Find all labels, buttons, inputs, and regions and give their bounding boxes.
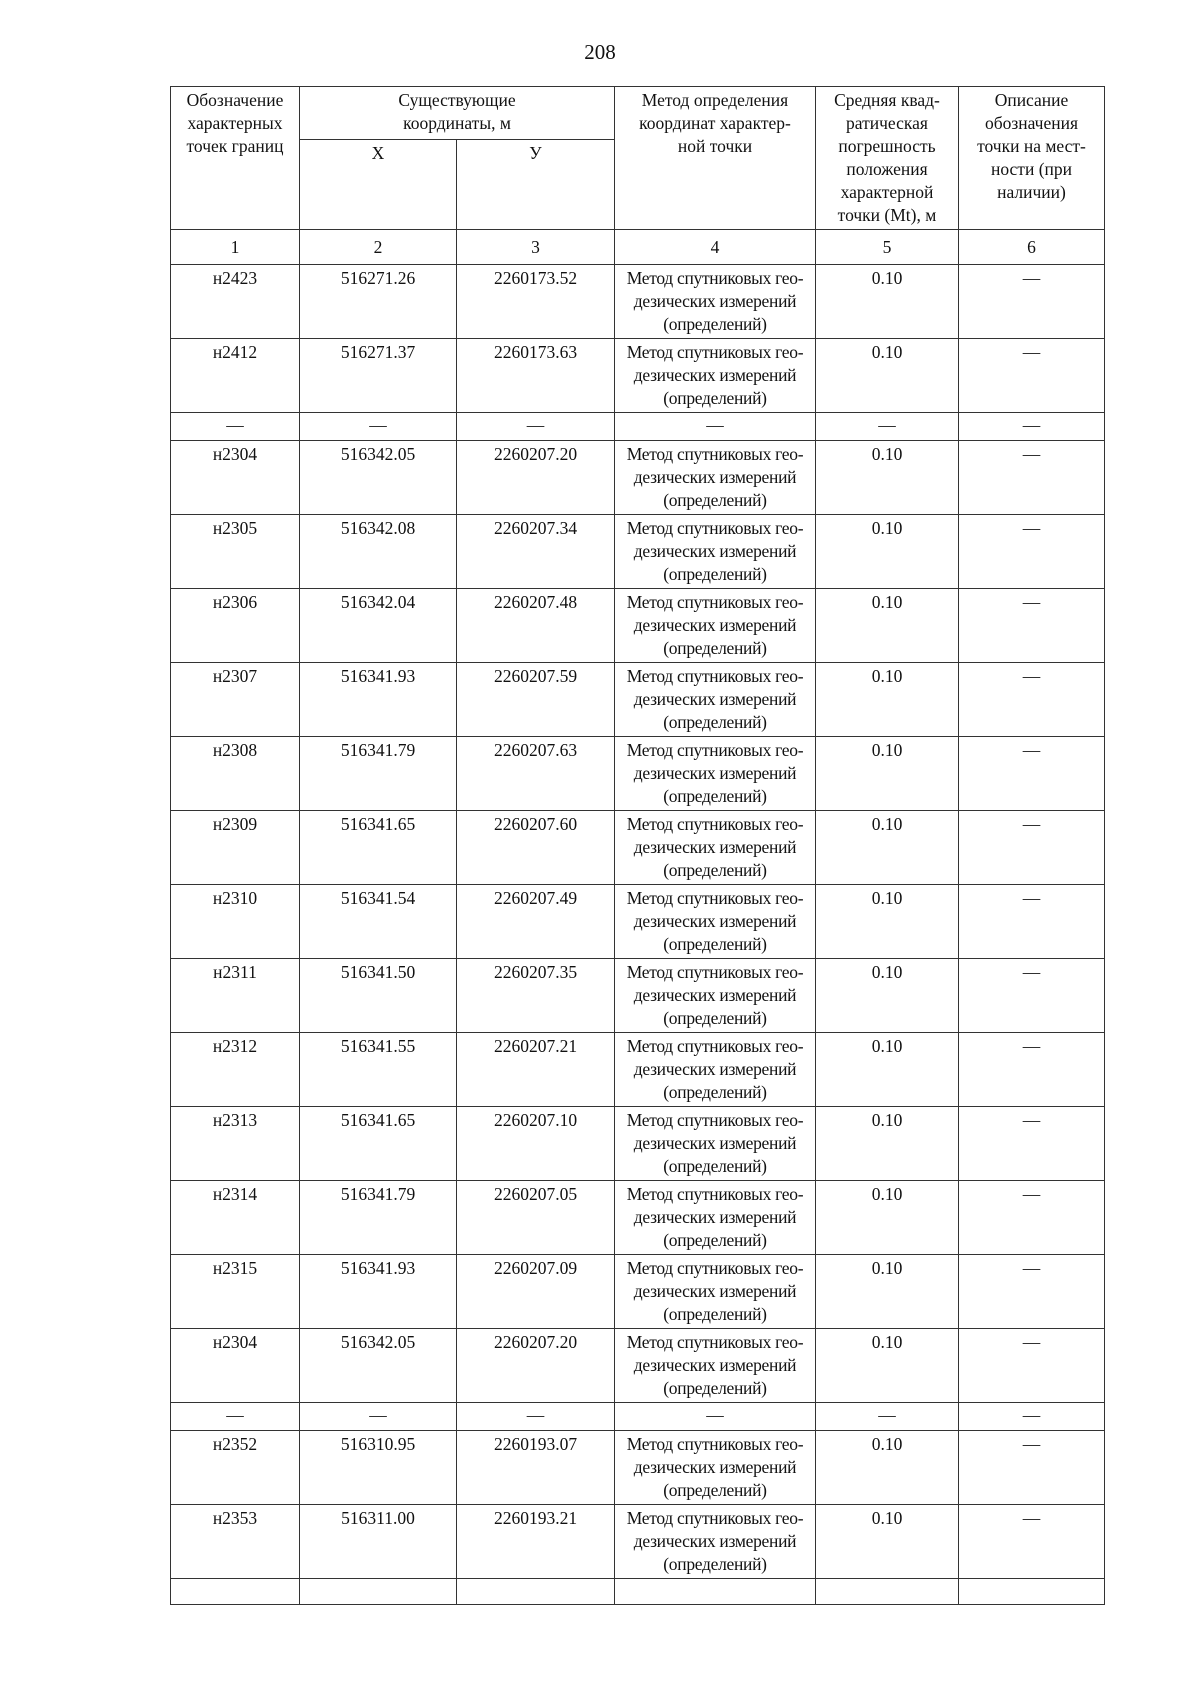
- method-line: дезических измерений: [633, 689, 797, 709]
- table-row: [171, 811, 1105, 885]
- header-line: Метод определения: [641, 90, 789, 110]
- method-line: дезических измерений: [633, 911, 797, 931]
- point-designation: н2312: [171, 1033, 300, 1107]
- mean-square-error: 0.10: [816, 959, 959, 1033]
- mean-square-error: 0.10: [816, 1255, 959, 1329]
- method-line: дезических измерений: [633, 1355, 797, 1375]
- table-row: [171, 339, 1105, 413]
- coordinate-y: 2260207.60: [457, 811, 615, 885]
- method-line: Метод спутниковых гео-: [626, 888, 804, 908]
- table-row: [171, 441, 1105, 515]
- coordinate-x: 516311.00: [300, 1505, 457, 1579]
- method-line: дезических измерений: [633, 837, 797, 857]
- table-row: [171, 1255, 1105, 1329]
- coordinate-x: 516341.50: [300, 959, 457, 1033]
- dash-cell: —: [171, 413, 300, 441]
- coordinate-x: 516341.55: [300, 1033, 457, 1107]
- header-line: ной точки: [677, 136, 753, 156]
- column-number: 1: [171, 230, 300, 265]
- header-line: характерных: [187, 113, 283, 133]
- coordinate-x: 516310.95: [300, 1431, 457, 1505]
- method-line: дезических измерений: [633, 1133, 797, 1153]
- table-row: [171, 515, 1105, 589]
- header-line: погрешность: [838, 136, 936, 156]
- method-line: дезических измерений: [633, 1531, 797, 1551]
- coordinate-x: 516341.65: [300, 1107, 457, 1181]
- method-line: Метод спутниковых гео-: [626, 666, 804, 686]
- coordinate-x: 516271.26: [300, 265, 457, 339]
- point-designation: н2353: [171, 1505, 300, 1579]
- point-description: —: [959, 663, 1105, 737]
- point-designation: н2313: [171, 1107, 300, 1181]
- method-line: дезических измерений: [633, 615, 797, 635]
- method-line: (определений): [663, 388, 767, 408]
- point-designation: н2310: [171, 885, 300, 959]
- method-line: Метод спутниковых гео-: [626, 444, 804, 464]
- header-mean-square-error: [816, 87, 959, 230]
- table-row: [171, 265, 1105, 339]
- point-description: —: [959, 1505, 1105, 1579]
- method-line: Метод спутниковых гео-: [626, 1258, 804, 1278]
- point-designation: н2314: [171, 1181, 300, 1255]
- method-line: Метод спутниковых гео-: [626, 1036, 804, 1056]
- method-line: (определений): [663, 1008, 767, 1028]
- coordinate-y: 2260173.63: [457, 339, 615, 413]
- mean-square-error: 0.10: [816, 339, 959, 413]
- point-description: —: [959, 515, 1105, 589]
- method-line: Метод спутниковых гео-: [626, 342, 804, 362]
- mean-square-error: 0.10: [816, 441, 959, 515]
- table-row: [171, 737, 1105, 811]
- dash-cell: —: [615, 1403, 816, 1431]
- method-line: (определений): [663, 638, 767, 658]
- point-description: —: [959, 885, 1105, 959]
- coordinate-y: 2260207.21: [457, 1033, 615, 1107]
- coordinate-x: 516342.08: [300, 515, 457, 589]
- empty-cell: [171, 1579, 300, 1605]
- ellipsis-row: [171, 413, 1105, 441]
- header-line: Средняя квад-: [834, 90, 940, 110]
- coordinate-x: 516342.05: [300, 1329, 457, 1403]
- dash-cell: —: [816, 413, 959, 441]
- mean-square-error: 0.10: [816, 265, 959, 339]
- header-line: Существующие: [398, 90, 516, 110]
- table-body: [171, 265, 1105, 1605]
- point-description: —: [959, 811, 1105, 885]
- header-method: [615, 87, 816, 230]
- header-line: наличии): [997, 182, 1066, 202]
- point-description: —: [959, 1033, 1105, 1107]
- method-cell: [615, 1329, 816, 1403]
- method-line: (определений): [663, 1230, 767, 1250]
- ellipsis-row: [171, 1403, 1105, 1431]
- method-line: дезических измерений: [633, 1457, 797, 1477]
- coordinate-x: 516341.54: [300, 885, 457, 959]
- method-line: (определений): [663, 712, 767, 732]
- coordinate-y: 2260207.09: [457, 1255, 615, 1329]
- point-designation: н2309: [171, 811, 300, 885]
- dash-cell: —: [959, 1403, 1105, 1431]
- method-line: дезических измерений: [633, 763, 797, 783]
- method-cell: [615, 1181, 816, 1255]
- method-cell: [615, 737, 816, 811]
- point-designation: н2311: [171, 959, 300, 1033]
- point-description: —: [959, 1181, 1105, 1255]
- method-cell: [615, 515, 816, 589]
- point-description: —: [959, 589, 1105, 663]
- method-line: Метод спутниковых гео-: [626, 1332, 804, 1352]
- method-line: Метод спутниковых гео-: [626, 268, 804, 288]
- column-number-row: [171, 230, 1105, 265]
- point-designation: н2308: [171, 737, 300, 811]
- header-line: Обозначение: [186, 90, 284, 110]
- method-cell: [615, 589, 816, 663]
- method-line: Метод спутниковых гео-: [626, 518, 804, 538]
- column-number: 4: [615, 230, 816, 265]
- point-designation: н2352: [171, 1431, 300, 1505]
- mean-square-error: 0.10: [816, 811, 959, 885]
- method-cell: [615, 663, 816, 737]
- table-row: [171, 1033, 1105, 1107]
- method-cell: [615, 1107, 816, 1181]
- method-line: дезических измерений: [633, 985, 797, 1005]
- point-description: —: [959, 1329, 1105, 1403]
- coordinate-y: 2260193.21: [457, 1505, 615, 1579]
- point-designation: н2305: [171, 515, 300, 589]
- mean-square-error: 0.10: [816, 1329, 959, 1403]
- coordinate-y: 2260193.07: [457, 1431, 615, 1505]
- header-point-designation: [171, 87, 300, 230]
- method-line: дезических измерений: [633, 1281, 797, 1301]
- method-cell: [615, 339, 816, 413]
- coordinate-x: 516341.93: [300, 663, 457, 737]
- coordinate-y: 2260207.35: [457, 959, 615, 1033]
- coordinate-x: 516341.79: [300, 1181, 457, 1255]
- header-line: координаты, м: [403, 113, 511, 133]
- header-line: точки на мест-: [977, 136, 1086, 156]
- mean-square-error: 0.10: [816, 515, 959, 589]
- coordinate-y: 2260207.34: [457, 515, 615, 589]
- point-description: —: [959, 959, 1105, 1033]
- page-number: 208: [584, 40, 616, 64]
- method-line: (определений): [663, 1554, 767, 1574]
- header-point-description: [959, 87, 1105, 230]
- dash-cell: —: [615, 413, 816, 441]
- method-cell: [615, 1033, 816, 1107]
- method-line: (определений): [663, 1480, 767, 1500]
- point-description: —: [959, 1431, 1105, 1505]
- method-line: Метод спутниковых гео-: [626, 1508, 804, 1528]
- table-row: [171, 885, 1105, 959]
- coordinate-x: 516342.04: [300, 589, 457, 663]
- point-designation: н2412: [171, 339, 300, 413]
- table-row: [171, 663, 1105, 737]
- coordinate-y: 2260173.52: [457, 265, 615, 339]
- header-coordinate-x: Х: [300, 140, 457, 230]
- method-line: (определений): [663, 1082, 767, 1102]
- header-line: точек границ: [186, 136, 284, 156]
- method-line: дезических измерений: [633, 467, 797, 487]
- header-line: характерной: [840, 182, 934, 202]
- empty-cell: [300, 1579, 457, 1605]
- method-line: (определений): [663, 786, 767, 806]
- header-line: ратическая: [846, 113, 928, 133]
- method-line: (определений): [663, 490, 767, 510]
- point-designation: н2307: [171, 663, 300, 737]
- coordinate-x: 516342.05: [300, 441, 457, 515]
- table-row: [171, 1329, 1105, 1403]
- method-line: Метод спутниковых гео-: [626, 1184, 804, 1204]
- method-line: (определений): [663, 860, 767, 880]
- point-description: —: [959, 265, 1105, 339]
- method-line: (определений): [663, 1378, 767, 1398]
- method-cell: [615, 811, 816, 885]
- method-line: дезических измерений: [633, 1207, 797, 1227]
- point-designation: н2423: [171, 265, 300, 339]
- point-description: —: [959, 339, 1105, 413]
- mean-square-error: 0.10: [816, 737, 959, 811]
- method-line: Метод спутниковых гео-: [626, 1110, 804, 1130]
- coordinate-y: 2260207.48: [457, 589, 615, 663]
- dash-cell: —: [457, 1403, 615, 1431]
- coordinate-y: 2260207.63: [457, 737, 615, 811]
- dash-cell: —: [300, 413, 457, 441]
- empty-cell: [959, 1579, 1105, 1605]
- table-row: [171, 959, 1105, 1033]
- header-coordinate-y: У: [457, 140, 615, 230]
- method-line: Метод спутниковых гео-: [626, 592, 804, 612]
- coordinate-x: 516341.65: [300, 811, 457, 885]
- method-line: (определений): [663, 1304, 767, 1324]
- point-designation: н2306: [171, 589, 300, 663]
- table-row: [171, 1431, 1105, 1505]
- point-description: —: [959, 1255, 1105, 1329]
- coordinate-x: 516271.37: [300, 339, 457, 413]
- column-number: 6: [959, 230, 1105, 265]
- mean-square-error: 0.10: [816, 1505, 959, 1579]
- method-line: (определений): [663, 1156, 767, 1176]
- header-line: положения: [846, 159, 928, 179]
- method-line: дезических измерений: [633, 291, 797, 311]
- point-description: —: [959, 441, 1105, 515]
- point-designation: н2304: [171, 441, 300, 515]
- empty-cell: [457, 1579, 615, 1605]
- column-number: 3: [457, 230, 615, 265]
- header-existing-coordinates: [300, 87, 615, 140]
- method-line: дезических измерений: [633, 365, 797, 385]
- method-line: (определений): [663, 314, 767, 334]
- dash-cell: —: [816, 1403, 959, 1431]
- mean-square-error: 0.10: [816, 589, 959, 663]
- point-description: —: [959, 1107, 1105, 1181]
- method-line: (определений): [663, 564, 767, 584]
- dash-cell: —: [171, 1403, 300, 1431]
- mean-square-error: 0.10: [816, 885, 959, 959]
- method-line: (определений): [663, 934, 767, 954]
- coordinate-y: 2260207.59: [457, 663, 615, 737]
- table-row: [171, 589, 1105, 663]
- coordinate-y: 2260207.05: [457, 1181, 615, 1255]
- mean-square-error: 0.10: [816, 1033, 959, 1107]
- table-row: [171, 1107, 1105, 1181]
- method-cell: [615, 959, 816, 1033]
- mean-square-error: 0.10: [816, 1107, 959, 1181]
- empty-cell: [615, 1579, 816, 1605]
- method-cell: [615, 265, 816, 339]
- mean-square-error: 0.10: [816, 1181, 959, 1255]
- mean-square-error: 0.10: [816, 1431, 959, 1505]
- coordinate-x: 516341.93: [300, 1255, 457, 1329]
- method-cell: [615, 441, 816, 515]
- dash-cell: —: [300, 1403, 457, 1431]
- boundary-points-table: [170, 86, 1105, 1605]
- column-number: 5: [816, 230, 959, 265]
- coordinate-y: 2260207.10: [457, 1107, 615, 1181]
- method-cell: [615, 1505, 816, 1579]
- method-cell: [615, 1255, 816, 1329]
- column-number: 2: [300, 230, 457, 265]
- table-row: [171, 1505, 1105, 1579]
- dash-cell: —: [959, 413, 1105, 441]
- method-cell: [615, 1431, 816, 1505]
- dash-cell: —: [457, 413, 615, 441]
- table-bottom-spacer: [171, 1579, 1105, 1605]
- coordinate-y: 2260207.20: [457, 1329, 615, 1403]
- header-line: Описание: [994, 90, 1069, 110]
- table-row: [171, 1181, 1105, 1255]
- method-line: дезических измерений: [633, 541, 797, 561]
- header-line: точки (Mt), м: [837, 205, 937, 225]
- header-line: обозначения: [984, 113, 1079, 133]
- method-cell: [615, 885, 816, 959]
- method-line: Метод спутниковых гео-: [626, 1434, 804, 1454]
- header-line: координат характер-: [639, 113, 791, 133]
- point-description: —: [959, 737, 1105, 811]
- method-line: Метод спутниковых гео-: [626, 740, 804, 760]
- point-designation: н2315: [171, 1255, 300, 1329]
- coordinate-y: 2260207.49: [457, 885, 615, 959]
- coordinate-x: 516341.79: [300, 737, 457, 811]
- method-line: Метод спутниковых гео-: [626, 962, 804, 982]
- mean-square-error: 0.10: [816, 663, 959, 737]
- header-line: ности (при: [990, 159, 1072, 179]
- method-line: Метод спутниковых гео-: [626, 814, 804, 834]
- method-line: дезических измерений: [633, 1059, 797, 1079]
- empty-cell: [816, 1579, 959, 1605]
- coordinate-y: 2260207.20: [457, 441, 615, 515]
- point-designation: н2304: [171, 1329, 300, 1403]
